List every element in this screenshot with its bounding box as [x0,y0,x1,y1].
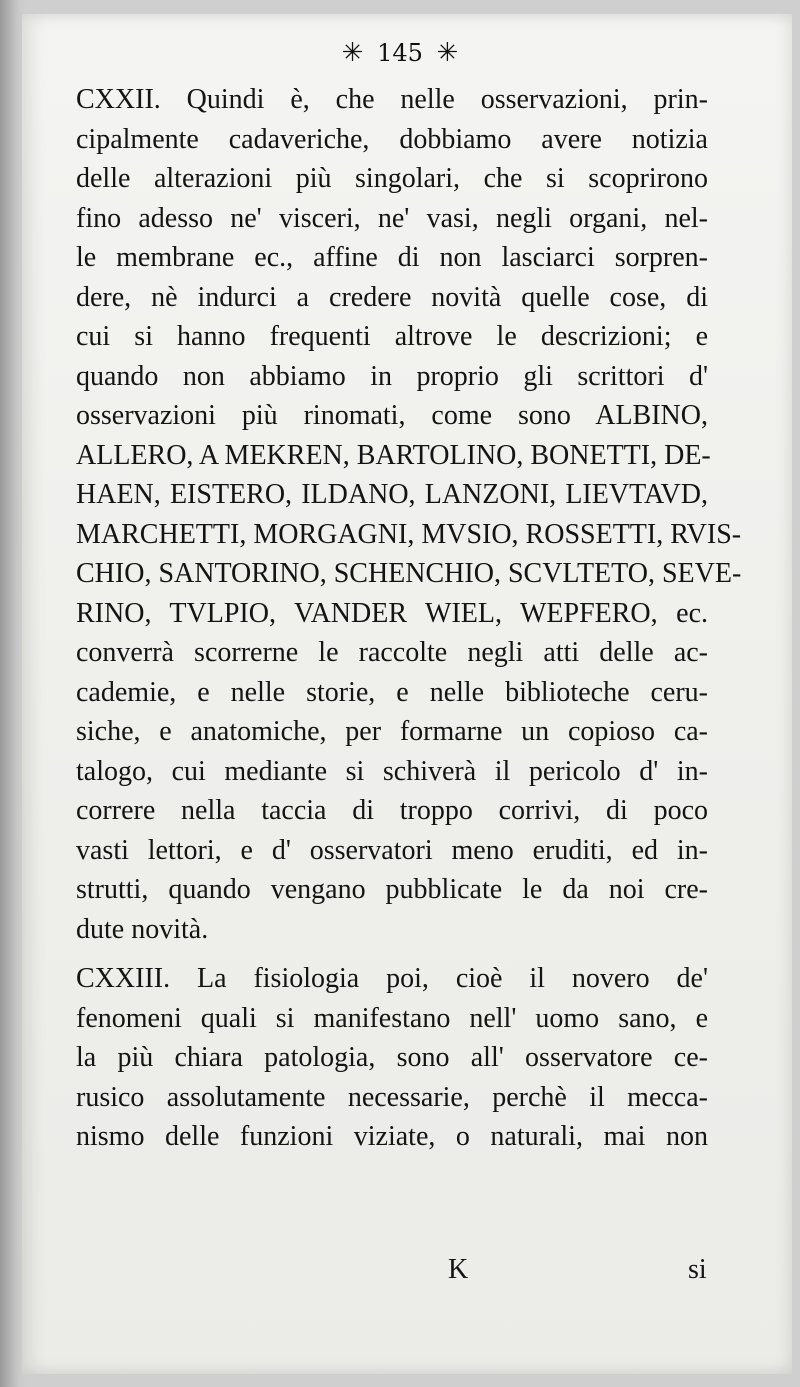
text-line: nismo delle funzioni viziate, o naturali, mai non [76,1121,708,1152]
ornament-right-icon: ✳ [436,38,459,68]
text-line: cademie, e nelle storie, e nelle biblioteche ceru- [76,676,708,708]
body-text [76,80,742,1157]
text-line: cui si hanno frequenti altrove le descrizioni; e [76,321,708,352]
text-line: ALLERO, A MEKREN, BARTOLINO, BONETTI, DE- [76,439,711,471]
page-footer [0,1254,800,1294]
text-line: siche, e anatomiche, per formarne un copioso ca- [76,716,708,747]
page-number: 145 [377,39,423,67]
text-line: strutti, quando vengano pubblicate le da noi cre- [76,874,708,905]
text-line: CHIO, SANTORINO, SCHENCHIO, SCVLTETO, SEVE- [76,558,742,589]
text-line: le membrane ec., affine di non lasciarci sorpren- [76,242,708,273]
text-line: dere, nè indurci a credere novità quelle cose, di [76,281,708,313]
text-line: rusico assolutamente necessarie, perchè il mecca- [76,1081,708,1113]
text-line: converrà scorrerne le raccolte negli atti delle ac- [76,637,708,668]
text-line: vasti lettori, e d' osservatori meno eruditi, ed in- [76,834,708,866]
text-line: quando non abbiamo in proprio gli scrittori d' [76,360,708,392]
text-line: cipalmente cadaveriche, dobbiamo avere notizia [76,123,708,155]
text-line: CXXIII. La fisiologia poi, cioè il novero de' [76,963,708,994]
text-line: MARCHETTI, MORGAGNI, MVSIO, ROSSETTI, RVIS- [76,518,742,550]
text-line: HAEN, EISTERO, ILDANO, LANZONI, LIEVTAVD, [76,479,708,510]
text-line: osservazioni più rinomati, come sono ALBINO, [76,400,708,431]
text-line: dute novità. [76,913,209,945]
text-line: correre nella taccia di troppo corrivi, di poco [76,795,708,826]
signature-mark: K [448,1254,469,1285]
paragraph-gap [76,949,708,959]
text-line: talogo, cui mediante si schiverà il pericolo d' in- [76,755,708,787]
text-line: RINO, TVLPIO, VANDER WIEL, WEPFERO, ec. [76,597,708,629]
text-line: la più chiara patologia, sono all' osservatore ce- [76,1042,708,1073]
text-line: fenomeni quali si manifestano nell' uomo sano, e [76,1002,708,1034]
text-line: fino adesso ne' visceri, ne' vasi, negli organi, nel- [76,202,708,234]
catchword: si [688,1254,707,1285]
ornament-left-icon: ✳ [341,38,364,68]
page-header [0,38,800,68]
text-line: CXXII. Quindi è, che nelle osservazioni, prin- [76,84,708,115]
text-line: delle alterazioni più singolari, che si scoprirono [76,163,708,194]
